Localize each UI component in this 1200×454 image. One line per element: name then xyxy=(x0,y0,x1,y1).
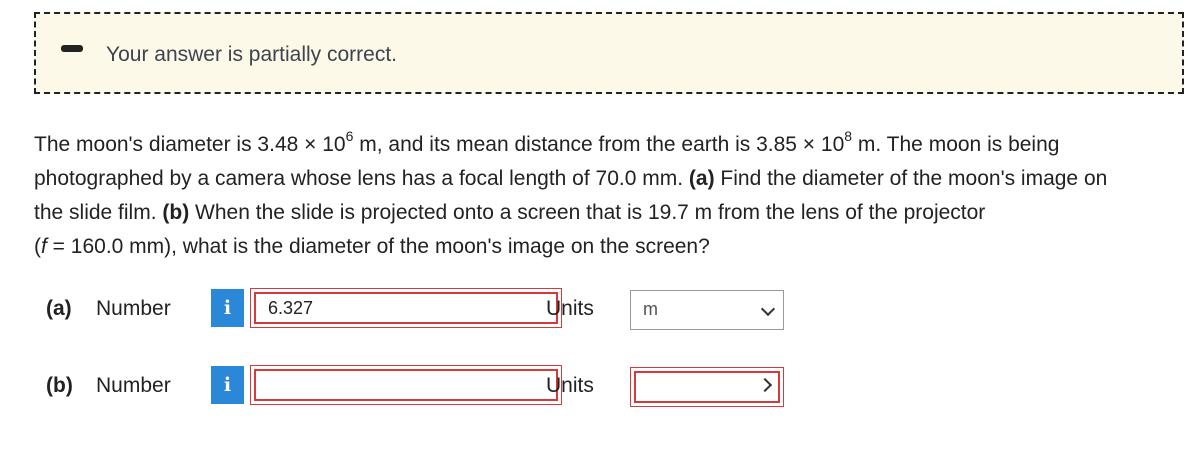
chevron-down-icon xyxy=(761,302,775,316)
answer-value-a[interactable]: 6.327 xyxy=(254,292,558,324)
answer-input-b[interactable] xyxy=(250,365,562,405)
answer-input-a[interactable] xyxy=(250,288,562,328)
units-label-b: Units xyxy=(546,374,594,397)
question-line-2: photographed by a camera whose lens has a focal length of 70.0 mm. (a) Find the diameter of the moon's image on xyxy=(34,167,1108,190)
question-line-3: the slide film. (b) When the slide is projected onto a screen that is 19.7 m from the lens of the projector xyxy=(34,201,986,224)
number-label-b: Number xyxy=(96,374,171,397)
feedback-message: Your answer is partially correct. xyxy=(106,43,398,66)
number-label-a: Number xyxy=(96,297,171,320)
answer-value-b[interactable] xyxy=(254,369,558,401)
answer-row-b xyxy=(46,365,1186,405)
info-icon[interactable]: i xyxy=(211,366,244,404)
info-icon[interactable]: i xyxy=(211,289,244,327)
feedback-banner xyxy=(34,12,1184,94)
question-text xyxy=(34,128,1184,264)
units-selected-value-a: m xyxy=(643,299,658,319)
answer-row-a xyxy=(46,288,1186,328)
units-select-inner-b xyxy=(634,371,780,403)
part-label-a: (a) xyxy=(46,297,72,320)
partial-credit-minus-icon xyxy=(61,45,83,52)
units-label-a: Units xyxy=(546,297,594,320)
question-line-1: The moon's diameter is $3.48 \times 10^6$ m, and its mean distance from the earth is $3.85 \times 10^8$ m. The moon is being xyxy=(34,128,1060,156)
question-line-4: (f = 160.0 mm), what is the diameter of the moon's image on the screen? xyxy=(34,235,710,258)
units-select-b[interactable] xyxy=(630,367,784,407)
part-label-b: (b) xyxy=(46,374,73,397)
units-select-a[interactable] xyxy=(630,290,784,330)
